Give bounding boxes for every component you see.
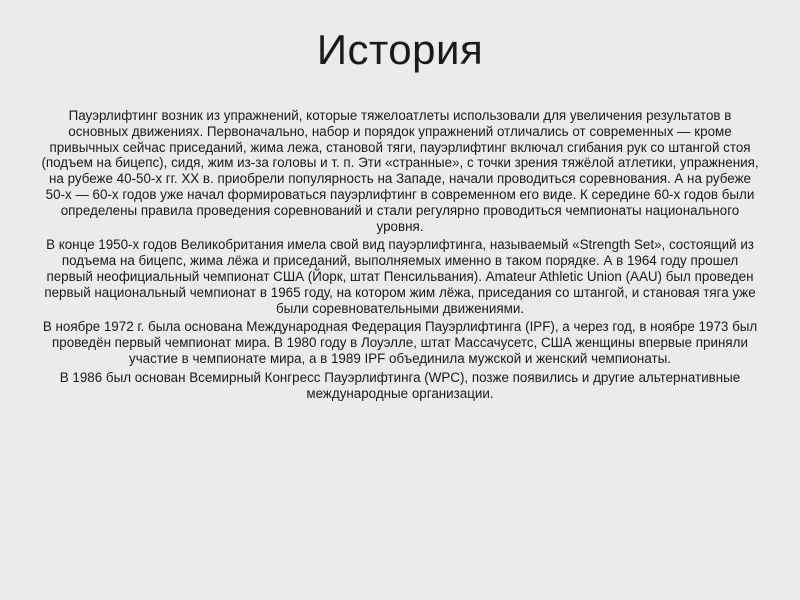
paragraph-britain-usa: В конце 1950-х годов Великобритания имела свой вид пауэрлифтинга, называемый «Strength Set», состоящий из подъема на бицепс, жима лёжа и приседаний, выполняемых именно в таком порядке. А в 1964 году прошел первый неофициальный чемпионат США (Йорк, штат Пенсильвания). Amateur Athletic Union (AAU) был проведен первый национальный чемпионат в 1965 году, на котором жим лёжа, приседания со штангой, и становая тяга уже были соревновательными движениями.	[44, 237, 756, 316]
paragraph-wpc: В 1986 был основан Всемирный Конгресс Пауэрлифтинга (WPC), позже появились и другие альтернативные международные организации.	[59, 369, 741, 401]
paragraph-ipf: В ноябре 1972 г. была основана Международная Федерация Пауэрлифтинга (IPF), а через год, в ноябре 1973 был проведён первый чемпионат мира. В 1980 году в Лоуэлле, штат Массачусетс, США женщины впервые приняли участие в чемпионате мира, а в 1989 IPF объединила мужской и женский чемпионаты.	[42, 319, 758, 366]
paragraph-origins: Пауэрлифтинг возник из упражнений, которые тяжелоатлеты использовали для увеличения результатов в основных движениях. Первоначально, набор и порядок упражнений отличались от современных — кроме привычных сейчас приседаний, жима лежа, становой тяги, пауэрлифтинг включал сгибания рук со штангой стоя (подъем на бицепс), сидя, жим из-за головы и т. п. Эти «странные», с точки зрения тяжёлой атлетики, упражнения, на рубеже 40-50-х гг. XX в. приобрели популярность на Западе, начали проводиться соревнования. А на рубеже 50-х — 60-х годов уже начал формироваться пауэрлифтинг в современном его виде. К середине 60-х годов были определены правила проведения соревнований и стали регулярно проводиться чемпионаты национального уровня.	[41, 108, 759, 234]
slide-title: История	[316, 26, 484, 73]
slide-body	[40, 108, 760, 404]
